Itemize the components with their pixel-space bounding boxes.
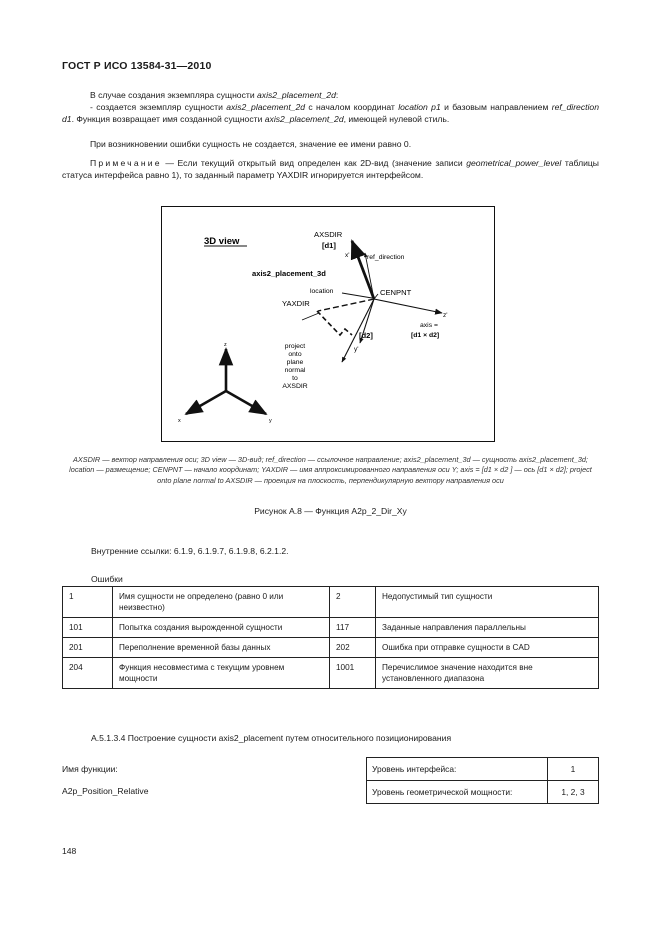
error-code: 201 xyxy=(63,638,113,658)
error-code: 202 xyxy=(330,638,376,658)
paragraph-error: При возникновении ошибки сущность не создается, значение ее имени равно 0. xyxy=(90,139,412,149)
section-heading: A.5.1.3.4 Построение сущности axis2_placement путем относительного позиционирования xyxy=(91,733,452,743)
error-message: Недопустимый тип сущности xyxy=(376,587,599,618)
errors-label: Ошибки xyxy=(91,574,123,584)
error-code: 1 xyxy=(63,587,113,618)
param-name: location p1 xyxy=(398,102,441,112)
cenpnt-leader xyxy=(374,294,378,299)
project-line: project xyxy=(284,343,306,350)
error-code: 204 xyxy=(63,658,113,689)
error-code: 117 xyxy=(330,618,376,638)
param-name: geometrical_power_level xyxy=(466,158,562,168)
table-row xyxy=(63,658,599,689)
location-leader xyxy=(342,293,372,298)
ref-y-label: y xyxy=(269,418,272,424)
z-axis-vector xyxy=(374,299,442,313)
table-row xyxy=(63,618,599,638)
project-line: to xyxy=(292,375,298,382)
axis-eq-label: axis = xyxy=(420,322,438,329)
error-code: 101 xyxy=(63,618,113,638)
internal-references: Внутренние ссылки: 6.1.9, 6.1.9.7, 6.1.9.8, 6.2.1.2. xyxy=(91,546,289,556)
project-line: normal xyxy=(284,367,306,374)
project-line: AXSDIR xyxy=(282,383,308,390)
ref-x-axis xyxy=(186,391,226,414)
page-number: 148 xyxy=(62,846,77,856)
yaxdir-label: YAXDIR xyxy=(282,299,310,308)
text: с началом координат xyxy=(305,102,399,112)
paragraph-note xyxy=(62,157,599,181)
text: . Функция возвращает имя созданной сущности xyxy=(71,114,265,125)
ref-y-axis xyxy=(226,391,266,414)
function-name-label: Имя функции: xyxy=(62,764,118,774)
project-line: plane xyxy=(286,359,304,366)
d1-label: [d1] xyxy=(322,241,336,250)
axsdir-label: AXSDIR xyxy=(314,230,343,239)
table-row xyxy=(367,758,599,781)
page-header: ГОСТ Р ИСО 13584-31—2010 xyxy=(62,60,212,72)
level-label: Уровень интерфейса: xyxy=(367,758,548,781)
level-value: 1, 2, 3 xyxy=(548,781,599,804)
function-name-value: A2p_Position_Relative xyxy=(62,786,149,796)
paragraph-case xyxy=(62,89,599,101)
figure-legend: AXSDIR — вектор направления оси; 3D view — 3D-вид; ref_direction — ссылочное направление; axis2_placement_3d — сущность axis2_placement_3d; location — размещение; CENPNT — начало координат; YAXDIR — имя аппроксимированного направления оси Y; axis = [d1 × d2 ] — ось [d1 × d2]; project onto plane normal to AXSDIR — проекция на плоскость, перпендикулярную вектору направления оси xyxy=(69,455,592,485)
text: таблицы статуса интерфейса равно 1), то заданный параметр YAXDIR игнорируется интерфейсом. xyxy=(62,158,599,181)
table-row xyxy=(367,781,599,804)
text: : xyxy=(335,90,339,100)
level-value: 1 xyxy=(548,758,599,781)
note-label: Примечание xyxy=(90,158,162,168)
cenpnt-label: CENPNT xyxy=(380,288,412,297)
figure-frame xyxy=(161,206,495,442)
error-code: 1001 xyxy=(330,658,376,689)
text: В случае создания экземпляра сущности xyxy=(90,90,258,100)
error-message: Переполнение временной базы данных xyxy=(113,638,330,658)
level-label: Уровень геометрической мощности: xyxy=(367,781,548,804)
error-message: Имя сущности не определено (равно 0 или неизвестно) xyxy=(113,587,330,618)
ref-x-label: x xyxy=(178,418,181,424)
y-prime-label: y' xyxy=(354,346,359,353)
ref-direction-label: ref_direction xyxy=(367,254,405,261)
error-message: Функция несовместима с текущим уровнем мощности xyxy=(113,658,330,689)
figure-title: Рисунок А.8 — Функция A2p_2_Dir_Xy xyxy=(254,506,407,516)
error-code: 2 xyxy=(330,587,376,618)
entity-name: axis2_placement_2d xyxy=(264,114,344,125)
error-message: Заданные направления параллельны xyxy=(376,618,599,638)
entity-name: axis2_placement_2d xyxy=(257,90,336,100)
text: - создается экземпляр сущности xyxy=(90,102,227,112)
text: и базовым направлением xyxy=(440,102,552,112)
errors-table xyxy=(62,586,599,689)
table-row xyxy=(63,587,599,618)
d2-label: [d2] xyxy=(359,331,373,340)
project-label xyxy=(282,343,307,390)
error-message: Попытка создания вырожденной сущности xyxy=(113,618,330,638)
text: , имеющей нулевой стиль. xyxy=(343,114,450,125)
text: — Если текущий открытый вид определен как 2D-вид (значение записи xyxy=(161,158,467,168)
error-message: Ошибка при отправке сущности в CAD xyxy=(376,638,599,658)
project-line: onto xyxy=(288,351,302,358)
levels-table xyxy=(366,757,599,804)
view-label: 3D view xyxy=(204,236,240,247)
error-message: Перечислимое значение находится вне установленного диапазона xyxy=(376,658,599,689)
table-row xyxy=(63,638,599,658)
location-label: location xyxy=(310,288,334,295)
axsdir-vector xyxy=(352,241,374,299)
figure-diagram xyxy=(162,207,496,443)
paragraph-creation xyxy=(62,101,599,125)
yaxdir-dash-line xyxy=(318,299,374,311)
z-prime-label: z' xyxy=(443,312,448,319)
yaxdir-arrow xyxy=(302,313,319,320)
ref-z-label: z xyxy=(224,342,227,348)
placement-label: axis2_placement_3d xyxy=(252,269,326,278)
entity-name: axis2_placement_2d xyxy=(226,102,306,112)
x-prime-label: x' xyxy=(345,252,350,259)
param-name: ref_direction d1 xyxy=(62,102,599,125)
axis-eq-value: [d1 × d2] xyxy=(411,332,440,339)
yaxdir-projection xyxy=(317,311,352,335)
